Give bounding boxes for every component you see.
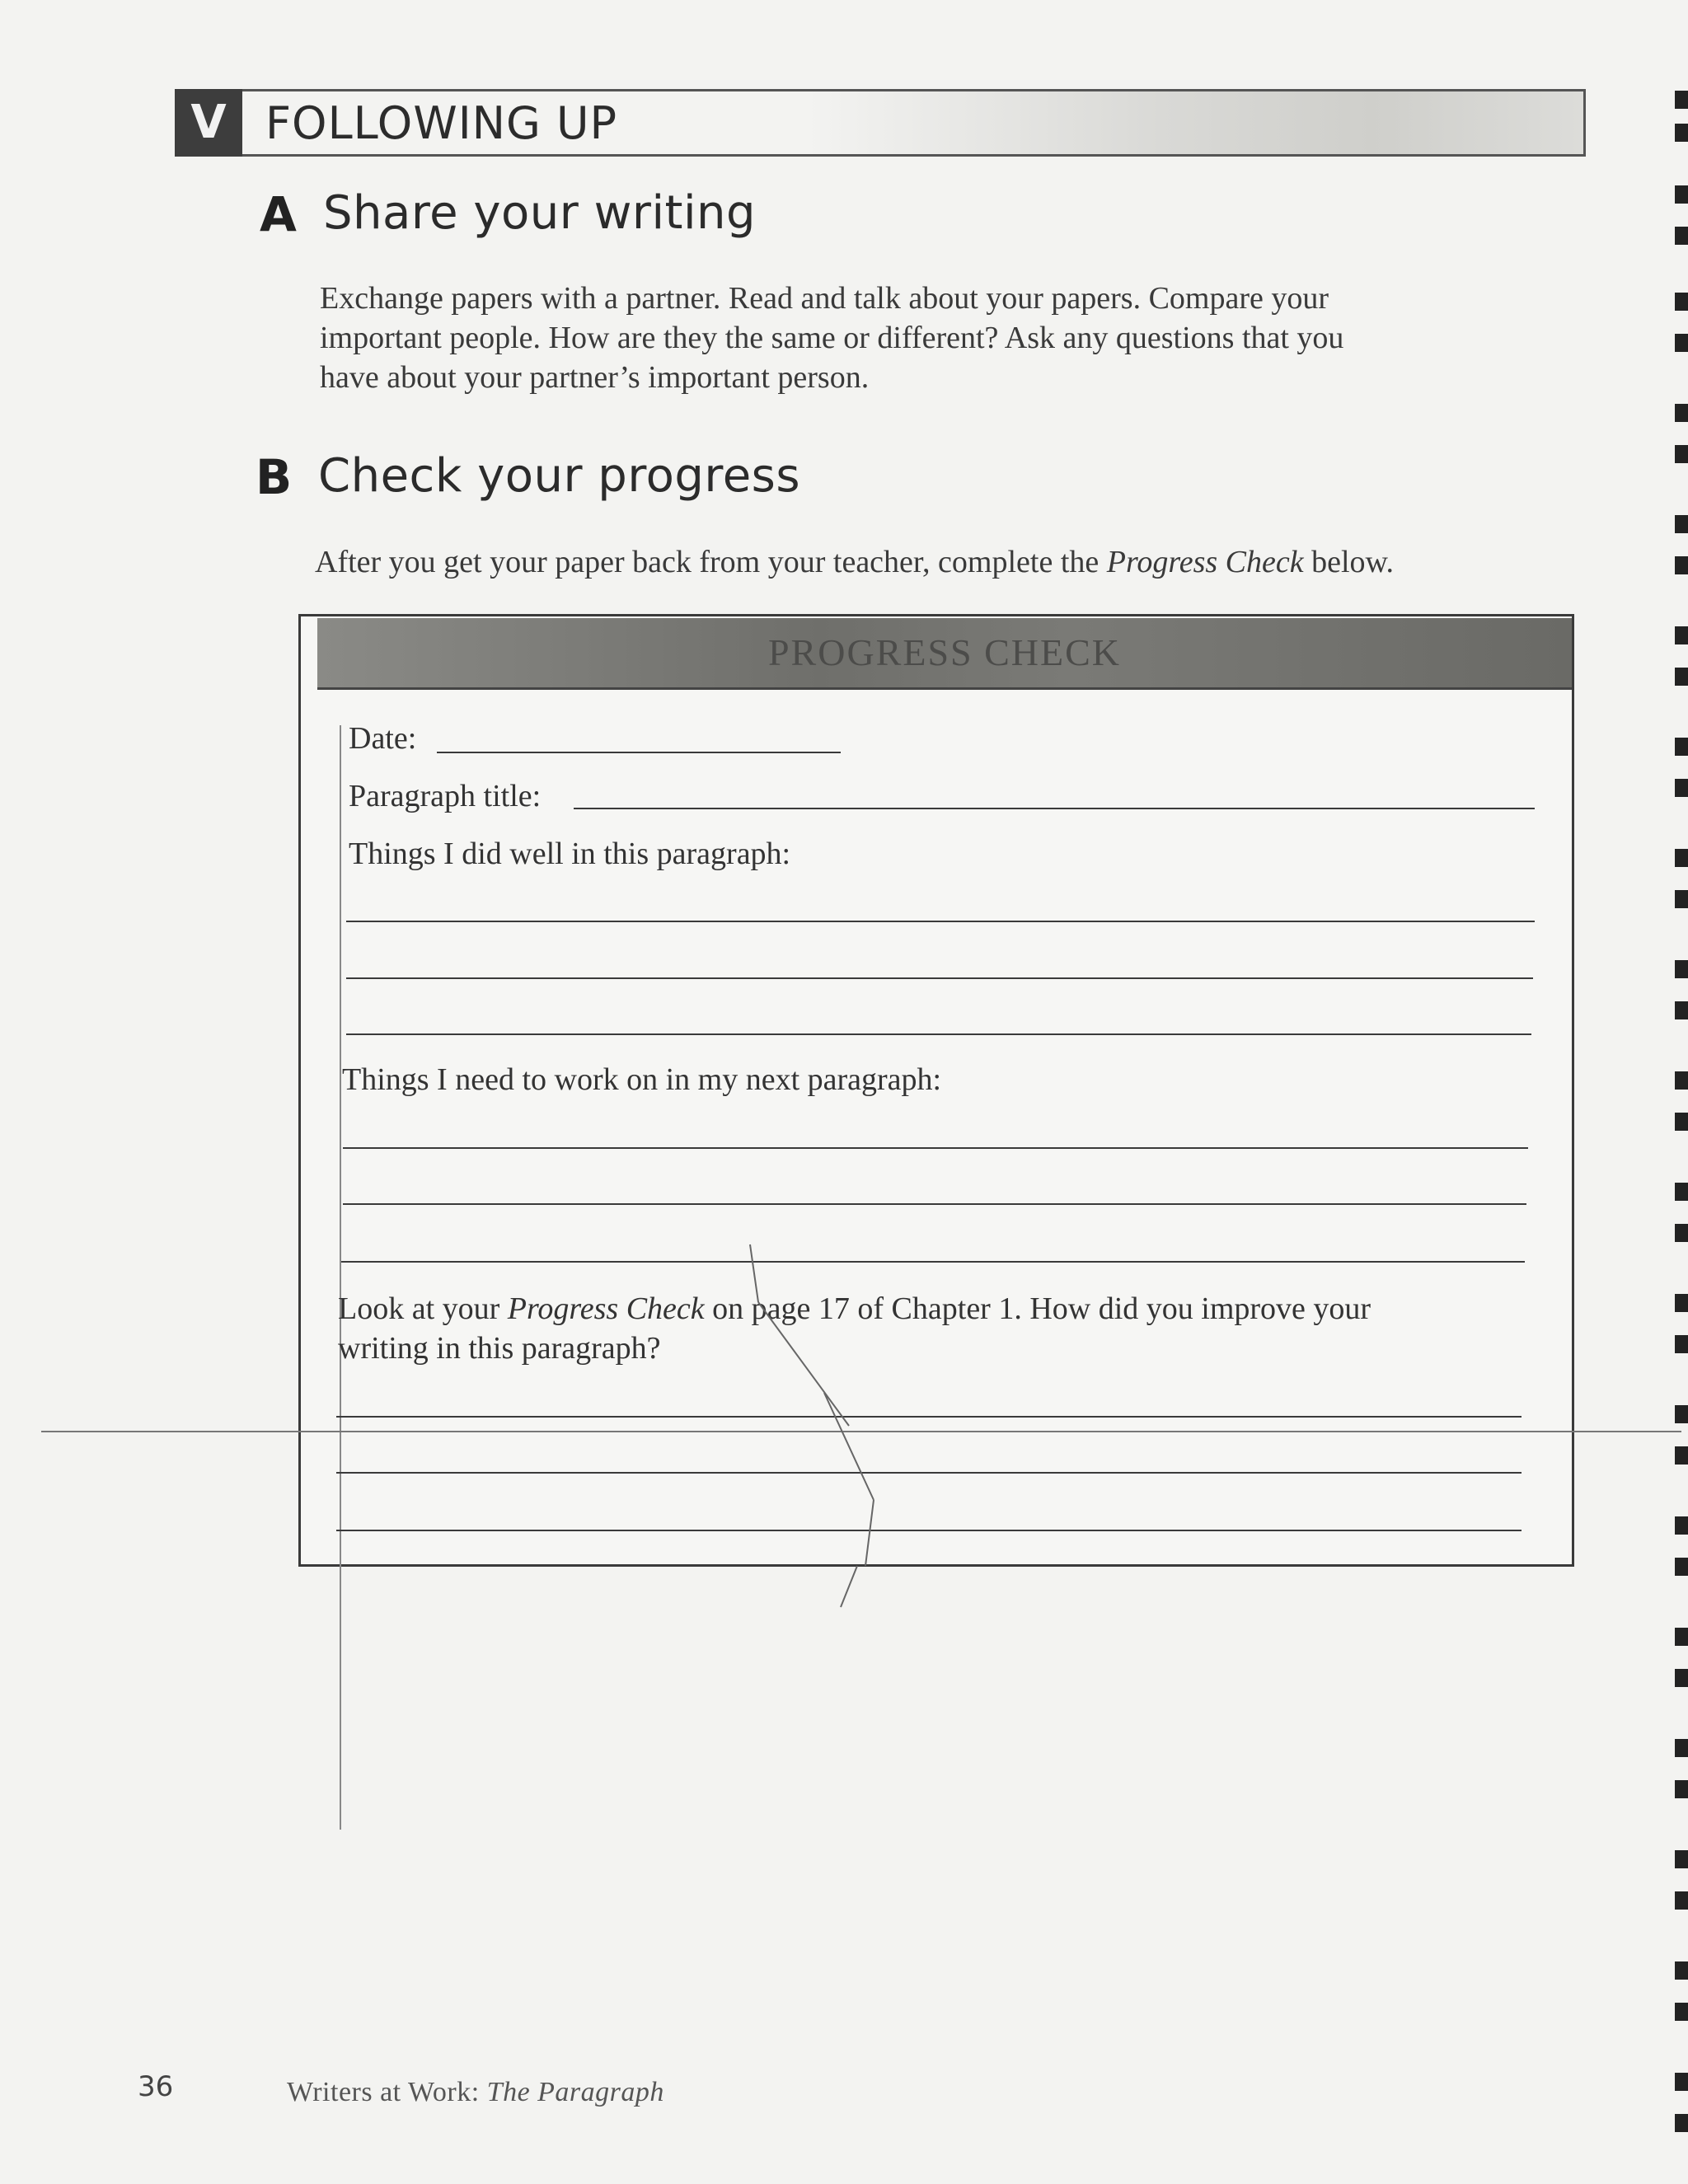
part-a-line-2: important people. How are they the same or different? Ask any questions that you [320,321,1344,355]
improve-question-line-2: writing in this paragraph? [338,1331,661,1366]
page-number: 36 [138,2070,174,2103]
paragraph-title-label: Paragraph title: [349,779,542,813]
part-a-line-3: have about your partner’s important person. [320,360,870,395]
section-number-badge: V [175,89,242,157]
work-on-line-3[interactable] [341,1261,1525,1263]
part-a-body [320,279,1581,397]
improve-question-emphasis: Progress Check [507,1291,705,1326]
part-b-intro [315,542,1601,582]
improve-line-3[interactable] [336,1530,1522,1531]
improve-question-line-1 [338,1289,1550,1329]
improve-question-end: on page 17 of Chapter 1. How did you improve your [704,1291,1372,1326]
pencil-mark [725,1236,890,1615]
part-a-title: Share your writing [323,186,757,240]
part-b-intro-emphasis: Progress Check [1106,545,1304,579]
improve-question [338,1289,1550,1368]
book-subtitle: The Paragraph [486,2077,664,2107]
work-on-label: Things I need to work on in my next paragraph: [342,1062,942,1097]
date-field[interactable] [437,752,841,753]
part-b-title: Check your progress [318,449,801,503]
date-label: Date: [349,721,417,756]
book-title [287,2077,664,2108]
part-a-line-1: Exchange papers with a partner. Read and talk about your papers. Compare your [320,281,1329,316]
section-title: FOLLOWING UP [265,97,618,149]
part-b-intro-end: below. [1303,545,1395,579]
work-on-line-2[interactable] [343,1203,1526,1205]
improve-line-1[interactable] [336,1416,1522,1418]
did-well-label: Things I did well in this paragraph: [349,837,791,871]
work-on-line-1[interactable] [343,1147,1528,1149]
progress-check-header: PROGRESS CHECK [767,631,1122,673]
did-well-line-2[interactable] [346,977,1533,979]
paragraph-title-field[interactable] [574,808,1535,809]
margin-line [340,725,341,1830]
did-well-line-3[interactable] [346,1033,1531,1035]
part-a-letter: A [260,186,297,242]
book-title-text: Writers at Work: [287,2077,487,2107]
improve-question-text: Look at your [338,1291,508,1326]
part-b-intro-text: After you get your paper back from your teacher, complete the [315,545,1107,579]
part-b-letter: B [256,449,293,505]
improve-line-2[interactable] [336,1472,1522,1474]
did-well-line-1[interactable] [346,921,1535,922]
